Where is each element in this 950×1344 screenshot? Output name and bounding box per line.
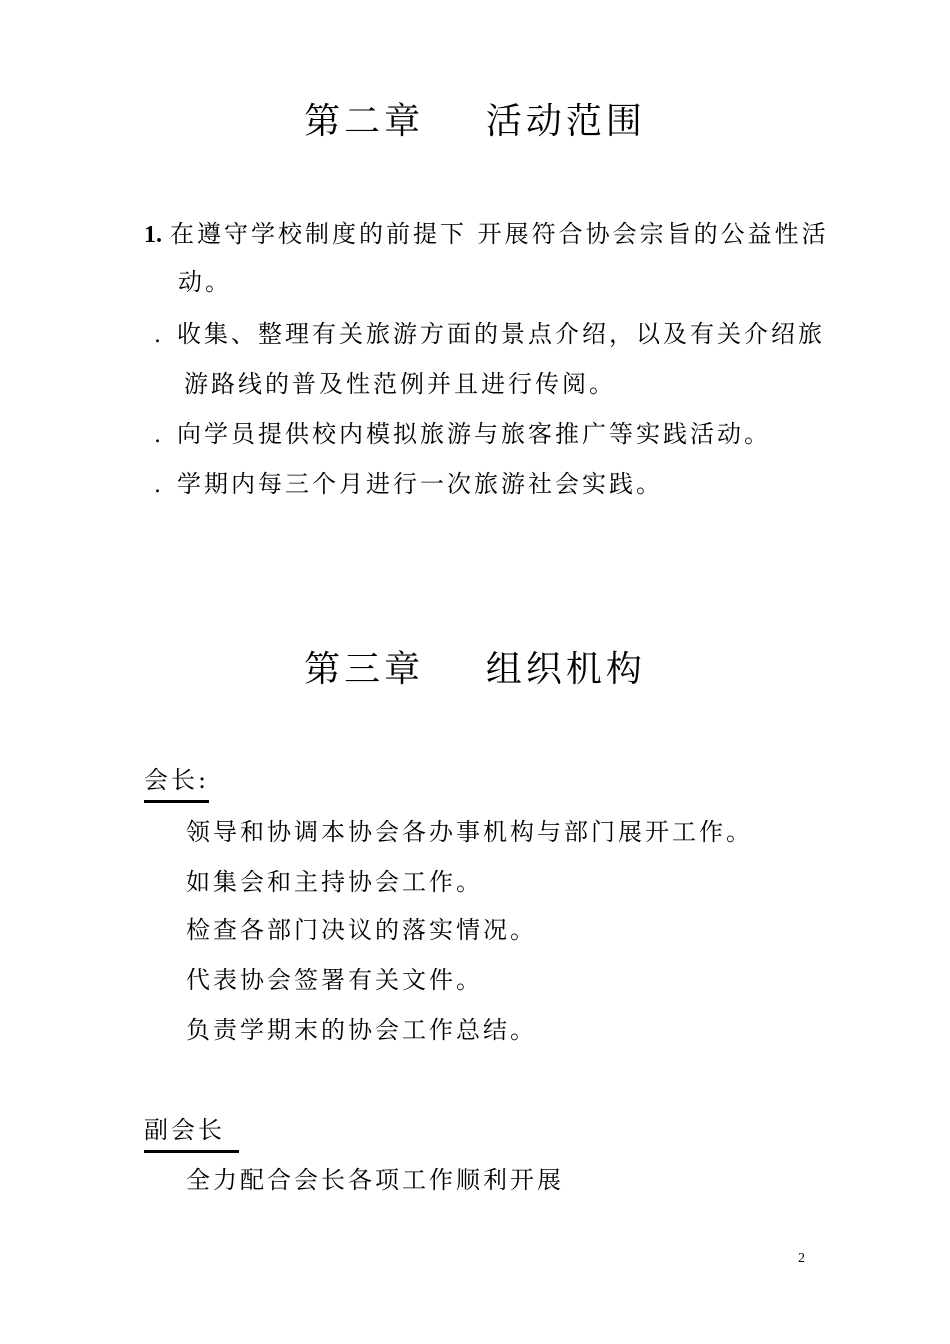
- duty-item: 如集会和主持协会工作。: [186, 868, 483, 896]
- duty-item: 检查各部门决议的落实情况。: [186, 916, 537, 944]
- duty-item: 负责学期末的协会工作总结。: [186, 1016, 537, 1044]
- duty-item: 代表协会签署有关文件。: [186, 966, 483, 994]
- vice-president-label: 副会长: [144, 1118, 239, 1153]
- president-label: 会长:: [144, 768, 209, 803]
- list-bullet: .: [154, 473, 161, 498]
- list-bullet: .: [154, 323, 161, 348]
- list-item-text: 学期内每三个月进行一次旅游社会实践。: [177, 470, 663, 498]
- list-item-text: 向学员提供校内模拟旅游与旅客推广等实践活动。: [177, 420, 771, 448]
- duty-item: 领导和协调本协会各办事机构与部门展开工作。: [186, 818, 753, 846]
- list-item: [154, 472, 663, 497]
- chapter-3-title: 第三章 组织机构: [304, 649, 646, 690]
- list-item: [144, 222, 829, 247]
- chapter-2-title: 第二章 活动范围: [304, 101, 646, 142]
- list-item-continuation: 动。: [178, 268, 232, 296]
- list-number: 1.: [144, 222, 162, 248]
- list-item-text: 收集、整理有关旅游方面的景点介绍，以及有关介绍旅: [177, 320, 825, 348]
- duty-item: 全力配合会长各项工作顺利开展: [186, 1166, 564, 1194]
- list-item-text: 在遵守学校制度的前提下 开展符合协会宗旨的公益性活: [170, 220, 829, 248]
- list-bullet: .: [154, 423, 161, 448]
- page-number: 2: [798, 1251, 805, 1266]
- list-item-continuation: 游路线的普及性范例并且进行传阅。: [184, 370, 616, 398]
- list-item: [154, 422, 771, 447]
- list-item: [154, 322, 825, 347]
